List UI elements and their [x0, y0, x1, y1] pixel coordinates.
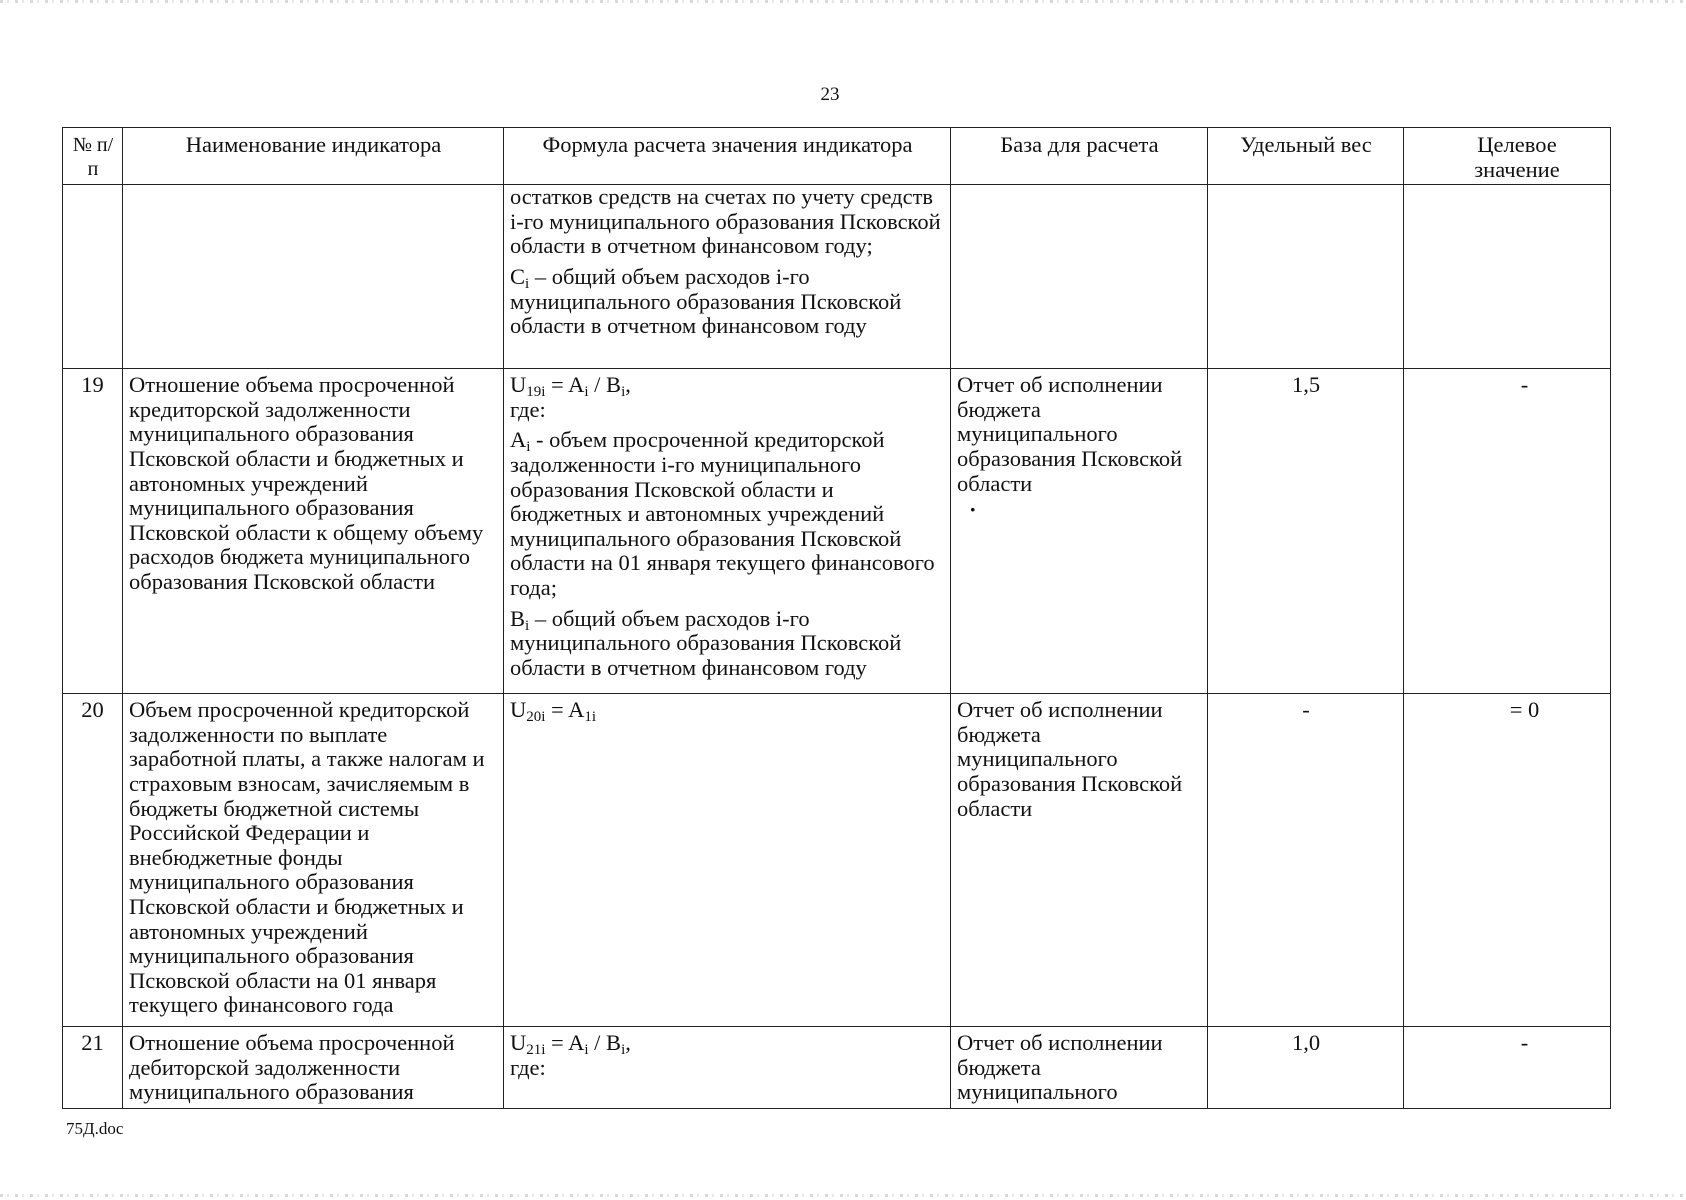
header-num: № п/п: [63, 128, 123, 185]
scan-edge-top: [0, 0, 1686, 3]
cell-base: Отчет об исполнении бюджета муниципального образования Псковской области: [951, 694, 1208, 1027]
base-text: Отчет об исполнении бюджета муниципального образования Псковской области: [957, 372, 1183, 496]
formula-definition-b: $B_i$ – общий объем расходов i-го муниципального образования Псковской области в отчетном финансовом году: [510, 605, 902, 680]
cell-target: -: [1404, 369, 1611, 694]
footer-filename: 75Д.doc: [66, 1119, 124, 1138]
table-row-continuation: [63, 185, 1611, 369]
scan-edge-bottom: [0, 1194, 1686, 1197]
header-name: Наименование индикатора: [123, 128, 504, 185]
cell-base: [951, 185, 1208, 369]
formula-where: где:: [510, 1054, 546, 1080]
cell-base: [951, 369, 1208, 694]
cell-name: Отношение объема просроченной дебиторской задолженности муниципального образования: [123, 1027, 504, 1109]
formula-expression: $U_{19i} = A_i / B_i$,: [510, 372, 631, 401]
cell-name: Объем просроченной кредиторской задолженности по выплате заработной платы, а также налогам и страховым взносам, зачисляемым в бюджеты бюджетной системы Российской Федерации и внебюджетные фонды муниципального образования Псковской области и бюджетных и автономных учреждений муниципального образования Псковской области на 01 января текущего финансового года: [123, 694, 504, 1027]
cell-num: [63, 185, 123, 369]
formula-expression: $U_{21i} = A_i / B_i$,: [510, 1030, 631, 1059]
cell-formula: [504, 694, 951, 1027]
header-base: База для расчета: [951, 128, 1208, 185]
cell-target: [1404, 185, 1611, 369]
formula-where: где:: [510, 396, 546, 422]
formula-expression: $U_{20i} = A_{1i}$: [510, 697, 597, 726]
cell-formula: [504, 369, 951, 694]
page-number: 23: [820, 84, 840, 105]
formula-paragraph: остатков средств на счетах по учету средств i-го муниципального образования Псковской области в отчетном финансовом году;: [510, 184, 941, 259]
cell-target: -: [1404, 1027, 1611, 1109]
cell-weight: 1,0: [1208, 1027, 1404, 1109]
table-header-row: [63, 128, 1611, 185]
cell-weight: -: [1208, 694, 1404, 1027]
cell-num: 21: [63, 1027, 123, 1109]
table-row: [63, 369, 1611, 694]
formula-definition-c: $C_i$ – общий объем расходов i-го муниципального образования Псковской области в отчетном финансовом году: [510, 263, 902, 339]
cell-num: 19: [63, 369, 123, 694]
cell-weight: [1208, 185, 1404, 369]
cell-name: Отношение объема просроченной кредиторской задолженности муниципального образования Псковской области и бюджетных и автономных учреждений муниципального образования Псковской области к общему объему расходов бюджета муниципального образования Псковской области: [123, 369, 504, 694]
indicators-table: [62, 127, 1611, 1109]
scan-mark: ·: [969, 497, 977, 523]
header-weight: Удельный вес: [1208, 128, 1404, 185]
cell-num: 20: [63, 694, 123, 1027]
formula-definition-a: $A_i$ - объем просроченной кредиторской задолженности i-го муниципального образования Псковской области и бюджетных и автономных учреждений муниципального образования Псковской области на 01 января текущего финансового года;: [510, 427, 935, 600]
cell-formula: [504, 1027, 951, 1109]
cell-name: [123, 185, 504, 369]
table-row: [63, 694, 1611, 1027]
header-formula: Формула расчета значения индикатора: [504, 128, 951, 185]
cell-weight: 1,5: [1208, 369, 1404, 694]
cell-target: = 0: [1404, 694, 1611, 1027]
cell-base: Отчет об исполнении бюджета муниципального: [951, 1027, 1208, 1109]
table-row: [63, 1027, 1611, 1109]
header-target: Целевое значение: [1404, 128, 1611, 185]
cell-formula: [504, 185, 951, 369]
